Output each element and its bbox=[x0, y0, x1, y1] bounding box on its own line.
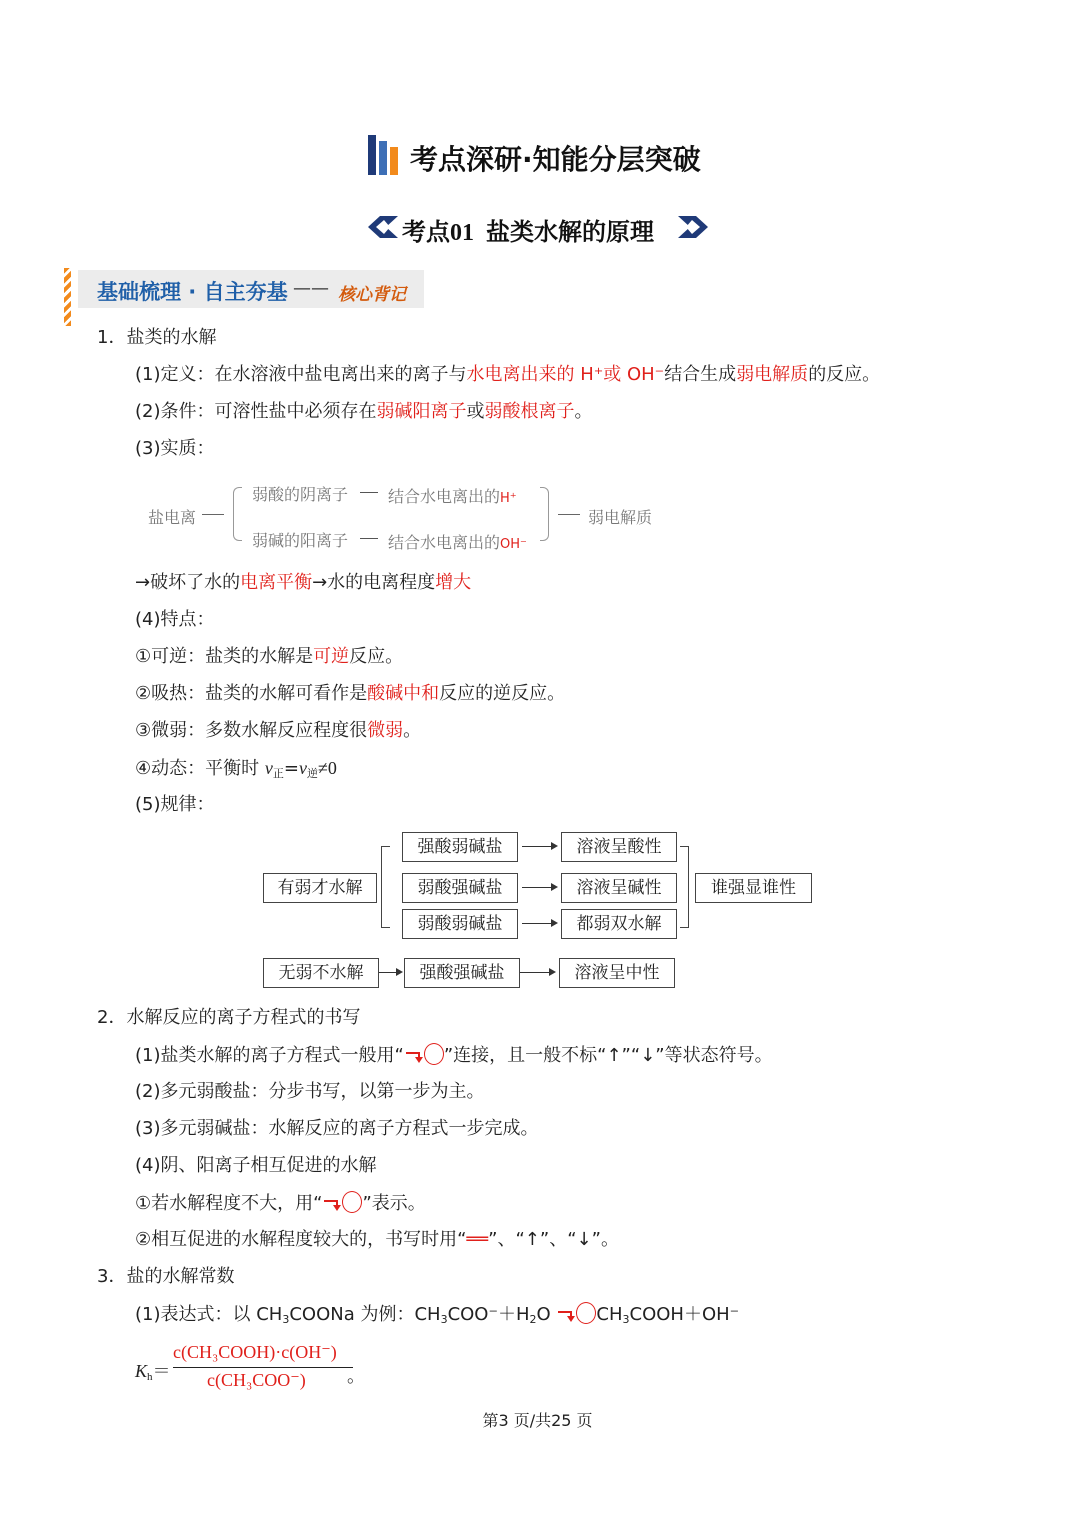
kh-end: 。 bbox=[347, 1366, 365, 1386]
neutral-arrow-1 bbox=[379, 972, 401, 973]
kh-symbol: $K_h=$ bbox=[135, 1361, 171, 1383]
rule-result-2: 溶液呈碱性 bbox=[561, 873, 677, 903]
rule-arrow-3 bbox=[522, 923, 556, 924]
condition-line: (2)条件：可溶性盐中必须存在弱碱阳离子或弱酸根离子。 bbox=[135, 401, 593, 422]
banner-main: 基础梳理 · 自主夯基 bbox=[97, 280, 288, 304]
rule-right-brace bbox=[680, 846, 689, 928]
s2-line-6: ②相互促进的水解程度较大的，书写时用“══”、“↑”、“↓”。 bbox=[135, 1229, 619, 1250]
s2-line-1: (1)盐类水解的离子方程式一般用“ ”连接，且一般不标“↑”“↓”等状态符号。 bbox=[135, 1045, 773, 1066]
definition-line: (1)定义：在水溶液中盐电离出来的离子与水电离出来的 H⁺或 OH⁻结合生成弱电解质的反应。 bbox=[135, 364, 881, 385]
reversible-circle-icon bbox=[576, 1302, 596, 1324]
feature-2: ②吸热：盐类的水解可看作是酸碱中和反应的逆反应。 bbox=[135, 683, 566, 704]
diagram-bot-1: 弱碱的阳离子 bbox=[252, 531, 349, 550]
feature-4: ④动态：平衡时 $v_正=v_逆\ne 0$ bbox=[135, 758, 337, 780]
diagram-arrow-1 bbox=[202, 514, 224, 515]
diagram-bot-2: 结合水电离出的OH⁻ bbox=[388, 533, 527, 552]
reversible-arrow-icon bbox=[556, 1308, 578, 1322]
rule-left-brace bbox=[381, 846, 390, 928]
reversible-arrow-icon bbox=[322, 1197, 344, 1211]
kh-formula bbox=[135, 1340, 395, 1396]
rule-right-box: 谁强显谁性 bbox=[695, 873, 812, 903]
header-logo-icon bbox=[366, 133, 406, 177]
topic-title: 考点01 盐类水解的原理 bbox=[402, 220, 654, 246]
rule-box-3: 弱酸弱碱盐 bbox=[402, 909, 518, 939]
diagram-end: 弱电解质 bbox=[588, 508, 653, 527]
diagram-arrow-bot bbox=[360, 538, 378, 539]
diagram-arrow-top bbox=[360, 492, 378, 493]
s2-line-4: (4)阴、阳离子相互促进的水解 bbox=[135, 1155, 377, 1176]
rule-result-1: 溶液呈酸性 bbox=[561, 832, 677, 862]
s2-line-5: ①若水解程度不大，用“ ”表示。 bbox=[135, 1193, 426, 1214]
essence-diagram bbox=[140, 478, 680, 550]
features-line: (4)特点： bbox=[135, 609, 215, 630]
rule-arrow-2 bbox=[522, 887, 556, 888]
diagram-top-2: 结合水电离出的H⁺ bbox=[388, 487, 517, 506]
section-3-heading: 3．盐的水解常数 bbox=[97, 1266, 235, 1287]
feature-3: ③微弱：多数水解反应程度很微弱。 bbox=[135, 720, 422, 741]
reversible-arrow-icon bbox=[404, 1049, 426, 1063]
rule-box-2: 弱酸强碱盐 bbox=[402, 873, 518, 903]
banner-stripe bbox=[64, 268, 71, 326]
rule-arrow-1 bbox=[522, 846, 556, 847]
diagram-arrow-2 bbox=[558, 514, 580, 515]
page-header-title: 考点深研·知能分层突破 bbox=[410, 143, 701, 176]
diagram-start: 盐电离 bbox=[148, 508, 197, 527]
rule-left-box: 有弱才水解 bbox=[263, 873, 377, 903]
neutral-arrow-2 bbox=[520, 972, 554, 973]
banner-tag: 核心背记 bbox=[338, 285, 406, 304]
page-footer: 第3 页/共25 页 bbox=[482, 1411, 593, 1430]
banner-dash: —— bbox=[293, 278, 329, 299]
essence-line: (3)实质： bbox=[135, 438, 215, 459]
diagram-left-brace bbox=[233, 487, 242, 541]
s2-line-2: (2)多元弱酸盐：分步书写，以第一步为主。 bbox=[135, 1081, 485, 1102]
rule-box-1: 强酸弱碱盐 bbox=[402, 832, 518, 862]
neutral-left-box: 无弱不水解 bbox=[263, 958, 379, 988]
s3-expression-line: (1)表达式：以 $CH_3COONa$ 为例：$CH_3COO^-+H_2O$ $CH_3COOH+OH^-$ bbox=[135, 1304, 740, 1326]
section-1-heading: 1．盐类的水解 bbox=[97, 327, 217, 348]
kh-numerator: c(CH₃COOH)·c(OH⁻) bbox=[173, 1342, 337, 1362]
neutral-box: 强酸强碱盐 bbox=[404, 958, 520, 988]
s2-line-3: (3)多元弱碱盐：水解反应的离子方程式一步完成。 bbox=[135, 1118, 539, 1139]
rule-line: (5)规律： bbox=[135, 794, 215, 815]
kh-denominator: c(CH₃COO⁻) bbox=[207, 1370, 306, 1390]
diagram-right-brace bbox=[540, 487, 549, 541]
reversible-circle-icon bbox=[342, 1191, 362, 1213]
reversible-circle-icon bbox=[424, 1043, 444, 1065]
diagram-top-1: 弱酸的阴离子 bbox=[252, 485, 349, 504]
neutral-result: 溶液呈中性 bbox=[559, 958, 675, 988]
section-2-heading: 2．水解反应的离子方程式的书写 bbox=[97, 1007, 361, 1028]
feature-1: ①可逆：盐类的水解是可逆反应。 bbox=[135, 646, 404, 667]
rule-result-3: 都弱双水解 bbox=[561, 909, 677, 939]
fraction-bar bbox=[173, 1367, 353, 1368]
diamond-left-icon bbox=[366, 213, 400, 245]
break-line: →破坏了水的电离平衡→水的电离程度增大 bbox=[135, 572, 472, 593]
diamond-right-icon bbox=[676, 213, 710, 245]
